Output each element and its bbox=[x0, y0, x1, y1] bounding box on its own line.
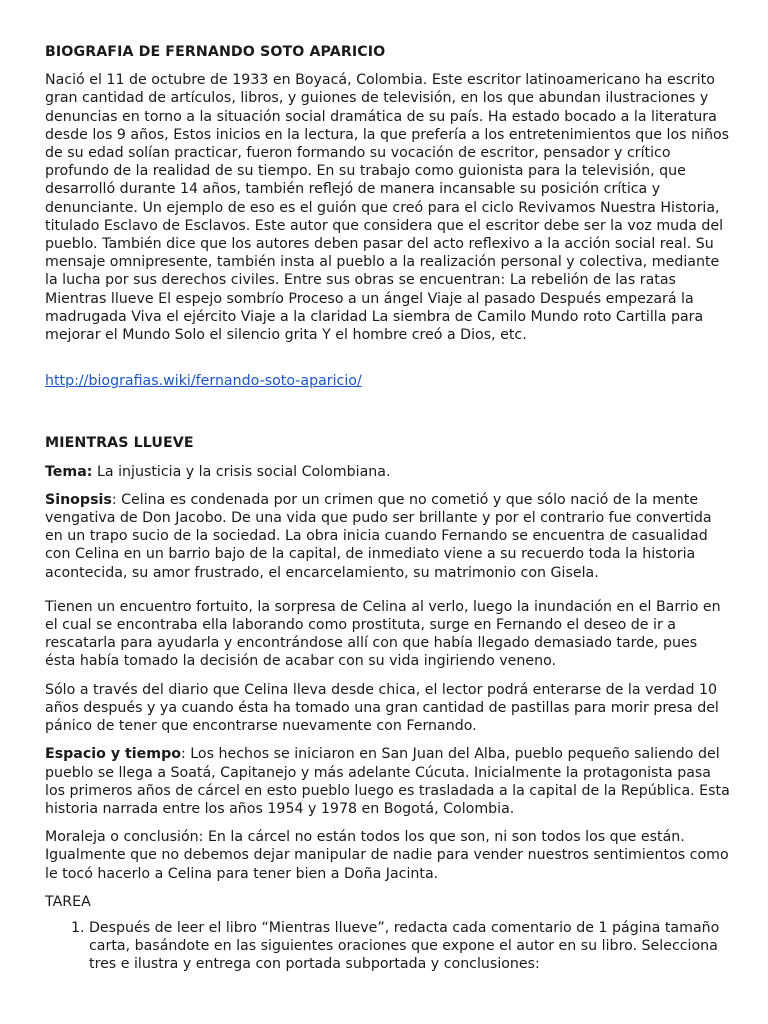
encounter-paragraph: Tienen un encuentro fortuito, la sorpresa de Celina al verlo, luego la inundación en el Barrio en el cual se encontraba ella laborando como prostituta, surge en Fernando el deseo de ir a rescatarla para ayudarla y encontrándose allí con que había llegado demasiado tarde, pues ésta había tomado la decisión de acabar con su vida ingiriendo veneno. bbox=[45, 598, 721, 670]
sinopsis-paragraph bbox=[45, 491, 730, 582]
tarea-item: 1. Después de leer el libro “Mientras llueve”, redacta cada comentario de 1 página tamaño carta, basándote en las siguientes oraciones que expone el autor en su libro. Selecciona tres e ilustra y entrega con portada subportada y conclusiones: bbox=[89, 919, 730, 974]
tarea-list bbox=[45, 919, 730, 974]
sinopsis-label: Sinopsis bbox=[45, 491, 112, 508]
moraleja-paragraph: Moraleja o conclusión: En la cárcel no están todos los que son, ni son todos los que están. Igualmente que no debemos dejar manipular de nadie para vender nuestros sentimientos como le tocó hacerlo a Celina para tener bien a Doña Jacinta. bbox=[45, 829, 729, 882]
source-link[interactable]: http://biografias.wiki/fernando-soto-aparicio/ bbox=[45, 373, 362, 390]
bio-heading: BIOGRAFIA DE FERNANDO SOTO APARICIO bbox=[45, 44, 386, 60]
espacio-label: Espacio y tiempo bbox=[45, 746, 181, 763]
tema-text: La injusticia y la crisis social Colombiana. bbox=[92, 463, 391, 480]
espacio-paragraph bbox=[45, 745, 730, 818]
sinopsis-text: : Celina es condenada por un crimen que no cometió y que sólo nació de la mente vengativa de Don Jacobo. De una vida que pudo ser brillante y por el contrario fue convertida en un trapo sucio de la sociedad. La obra inicia cuando Fernando se encuentra de casualidad con Celina en un barrio bajo de la capital, de inmediato viene a su recuerdo toda la historia acontecida, su amor frustrado, el encarcelamiento, su matrimonio con Gisela. bbox=[45, 491, 712, 581]
espacio-text: : Los hechos se iniciaron en San Juan del Alba, pueblo pequeño saliendo del pueblo se llega a Soatá, Capitanejo y más adelante Cúcuta. Inicialmente la protagonista pasa los primeros años de cárcel en esto pueblo luego es trasladada a la capital de la República. Esta historia narrada entre los años 1954 y 1978 en Bogotá, Colombia. bbox=[45, 746, 730, 817]
bio-paragraph: Nació el 11 de octubre de 1933 en Boyacá, Colombia. Este escritor latinoamericano ha escrito gran cantidad de artículos, libros, y guiones de televisión, en los que abundan ilustraciones y denuncias en torno a la situación social dramática de su país. Ha estado bocado a la literatura desde los 9 años, Estos inicios en la lectura, la que prefería a los entretenimientos que los niños de su edad solían practicar, fueron formando su vocación de escritor, pensador y crítico profundo de la realidad de su tiempo. En su trabajo como guionista para la televisión, que desarrolló durante 14 años, también reflejó de manera incansable su posición crítica y denunciante. Un ejemplo de eso es el guión que creó para el ciclo Revivamos Nuestra Historia, titulado Esclavo de Esclavos. Este autor que considera que el escritor debe ser la voz muda del pueblo. También dice que los autores deben pasar del acto reflexivo a la acción social real. Su mensaje omnipresente, también insta al pueblo a la realización personal y colectiva, mediante la lucha por sus derechos civiles. Entre sus obras se encuentran: La rebelión de las ratas Mientras llueve El espejo sombrío Proceso a un ángel Viaje al pasado Después empezará la madrugada Viva el ejército Viaje a la claridad La siembra de Camilo Mundo roto Cartilla para mejorar el Mundo Solo el silencio grita Y el hombre creó a Dios, etc. bbox=[45, 72, 730, 344]
source-link-line bbox=[45, 372, 730, 390]
tema-paragraph bbox=[45, 463, 730, 481]
book-heading: MIENTRAS LLUEVE bbox=[45, 435, 194, 452]
tema-label: Tema: bbox=[45, 463, 93, 480]
tarea-heading: TAREA bbox=[45, 893, 91, 910]
diary-paragraph: Sólo a través del diario que Celina lleva desde chica, el lector podrá enterarse de la verdad 10 años después y ya cuando ésta ha tomado una gran cantidad de pastillas para morir presa del pánico de tener que encontrarse nuevamente con Fernando. bbox=[45, 681, 719, 735]
